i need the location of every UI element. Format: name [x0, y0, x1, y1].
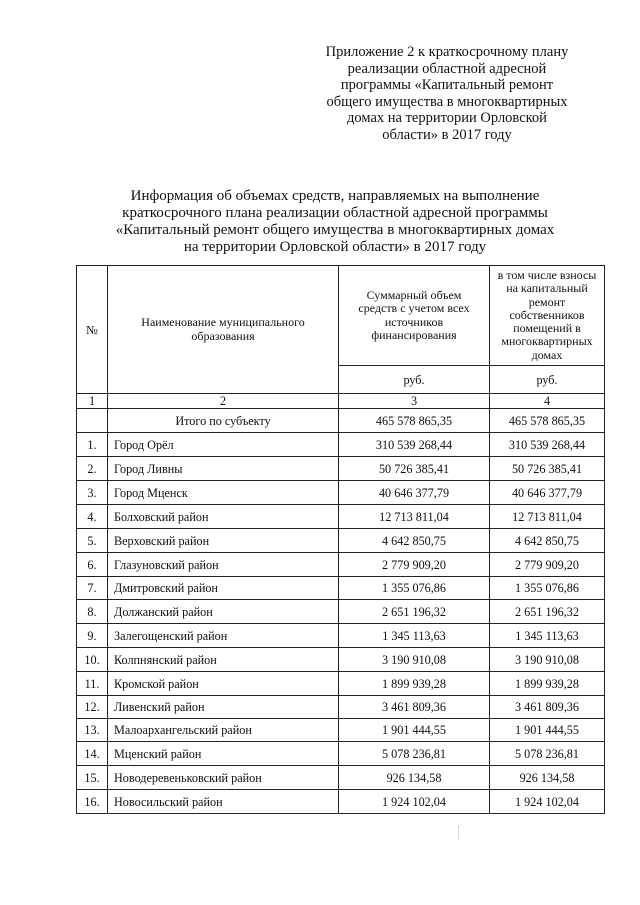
table-row — [77, 553, 605, 577]
row-owners: 12 713 811,04 — [490, 505, 605, 529]
total-owners: 465 578 865,35 — [490, 409, 605, 433]
row-total: 12 713 811,04 — [339, 505, 490, 529]
row-municipality: Верховский район — [108, 529, 339, 553]
title-line: краткосрочного плана реализации областной адресной программы — [122, 205, 548, 221]
row-owners: 1 901 444,55 — [490, 719, 605, 742]
row-municipality: Мценский район — [108, 742, 339, 766]
row-total: 40 646 377,79 — [339, 481, 490, 505]
funding-table — [76, 265, 605, 814]
row-total: 4 642 850,75 — [339, 529, 490, 553]
row-owners: 1 899 939,28 — [490, 672, 605, 696]
row-municipality: Город Ливны — [108, 457, 339, 481]
total-label: Итого по субъекту — [108, 409, 339, 433]
table-row — [77, 742, 605, 766]
col-number: 1 — [77, 394, 108, 409]
row-municipality: Город Орёл — [108, 433, 339, 457]
row-total: 1 899 939,28 — [339, 672, 490, 696]
col-number: 2 — [108, 394, 339, 409]
appendix-line: домах на территории Орловской — [347, 110, 547, 127]
row-total: 2 779 909,20 — [339, 553, 490, 577]
appendix-line: Приложение 2 к краткосрочному плану — [325, 44, 569, 60]
row-owners: 1 345 113,63 — [490, 624, 605, 648]
header-unit-owners: руб. — [490, 366, 605, 394]
row-total: 3 461 809,36 — [339, 696, 490, 719]
table-row — [77, 696, 605, 719]
row-total: 926 134,58 — [339, 766, 490, 790]
header-unit-total: руб. — [339, 366, 490, 394]
table-row — [77, 577, 605, 600]
row-municipality: Новосильский район — [108, 790, 339, 814]
row-number: 15. — [77, 766, 108, 790]
row-municipality: Новодеревеньковский район — [108, 766, 339, 790]
row-total: 50 726 385,41 — [339, 457, 490, 481]
row-number: 2. — [77, 457, 108, 481]
row-municipality: Глазуновский район — [108, 553, 339, 577]
row-total: 1 355 076,86 — [339, 577, 490, 600]
table-row — [77, 672, 605, 696]
appendix-line: общего имущества в многоквартирных — [326, 93, 568, 110]
header-owners-text: в том числе взносы на капитальный ремонт собственников помещений в многоквартирных домах — [497, 268, 597, 362]
table-row — [77, 648, 605, 672]
header-total — [339, 266, 490, 366]
header-owners — [490, 266, 605, 366]
table-row — [77, 719, 605, 742]
row-number: 10. — [77, 648, 108, 672]
row-municipality: Малоархангельский район — [108, 719, 339, 742]
row-owners: 1 924 102,04 — [490, 790, 605, 814]
row-number: 7. — [77, 577, 108, 600]
row-number: 3. — [77, 481, 108, 505]
col-number: 3 — [339, 394, 490, 409]
table-row — [77, 529, 605, 553]
title-line: Информация об объемах средств, направляемых на выполнение — [130, 188, 540, 204]
table-row — [77, 790, 605, 814]
row-number: 9. — [77, 624, 108, 648]
row-municipality: Болховский район — [108, 505, 339, 529]
row-total: 3 190 910,08 — [339, 648, 490, 672]
row-municipality: Кромской район — [108, 672, 339, 696]
row-owners: 5 078 236,81 — [490, 742, 605, 766]
row-number: 5. — [77, 529, 108, 553]
row-number: 14. — [77, 742, 108, 766]
row-owners: 3 461 809,36 — [490, 696, 605, 719]
row-number: 4. — [77, 505, 108, 529]
total-num — [77, 409, 108, 433]
col-number: 4 — [490, 394, 605, 409]
row-total: 1 901 444,55 — [339, 719, 490, 742]
row-owners: 4 642 850,75 — [490, 529, 605, 553]
row-owners: 3 190 910,08 — [490, 648, 605, 672]
row-number: 1. — [77, 433, 108, 457]
row-owners: 2 651 196,32 — [490, 600, 605, 624]
table-row — [77, 600, 605, 624]
row-total: 310 539 268,44 — [339, 433, 490, 457]
table-row — [77, 433, 605, 457]
appendix-line: программы «Капитальный ремонт — [340, 77, 554, 94]
table-row — [77, 505, 605, 529]
row-number: 6. — [77, 553, 108, 577]
header-name-text: Наименование муниципального образования — [141, 315, 305, 343]
row-municipality: Должанский район — [108, 600, 339, 624]
row-owners: 50 726 385,41 — [490, 457, 605, 481]
row-number: 8. — [77, 600, 108, 624]
row-number: 16. — [77, 790, 108, 814]
row-municipality: Ливенский район — [108, 696, 339, 719]
header-name — [108, 266, 339, 394]
title-line: «Капитальный ремонт общего имущества в многоквартирных домах — [115, 222, 555, 238]
row-owners: 40 646 377,79 — [490, 481, 605, 505]
row-owners: 310 539 268,44 — [490, 433, 605, 457]
row-total: 1 345 113,63 — [339, 624, 490, 648]
table-row — [77, 481, 605, 505]
table-row — [77, 457, 605, 481]
row-number: 12. — [77, 696, 108, 719]
row-number: 11. — [77, 672, 108, 696]
appendix-note — [318, 44, 576, 144]
row-owners: 2 779 909,20 — [490, 553, 605, 577]
row-total: 5 078 236,81 — [339, 742, 490, 766]
row-owners: 926 134,58 — [490, 766, 605, 790]
header-total-text: Суммарный объем средств с учетом всех источников финансирования — [358, 288, 470, 342]
total-row — [77, 409, 605, 433]
row-municipality: Город Мценск — [108, 481, 339, 505]
document-title — [60, 188, 610, 256]
row-municipality: Колпнянский район — [108, 648, 339, 672]
row-owners: 1 355 076,86 — [490, 577, 605, 600]
row-total: 2 651 196,32 — [339, 600, 490, 624]
table-row — [77, 766, 605, 790]
total-sum: 465 578 865,35 — [339, 409, 490, 433]
row-municipality: Дмитровский район — [108, 577, 339, 600]
title-line: на территории Орловской области» в 2017 году — [183, 239, 487, 255]
table-row — [77, 624, 605, 648]
appendix-line: реализации областной адресной — [347, 60, 547, 77]
row-municipality: Залегощенский район — [108, 624, 339, 648]
header-num: № — [77, 266, 108, 394]
appendix-line: области» в 2017 году — [382, 126, 512, 143]
row-total: 1 924 102,04 — [339, 790, 490, 814]
row-number: 13. — [77, 719, 108, 742]
scan-mark — [458, 826, 461, 840]
